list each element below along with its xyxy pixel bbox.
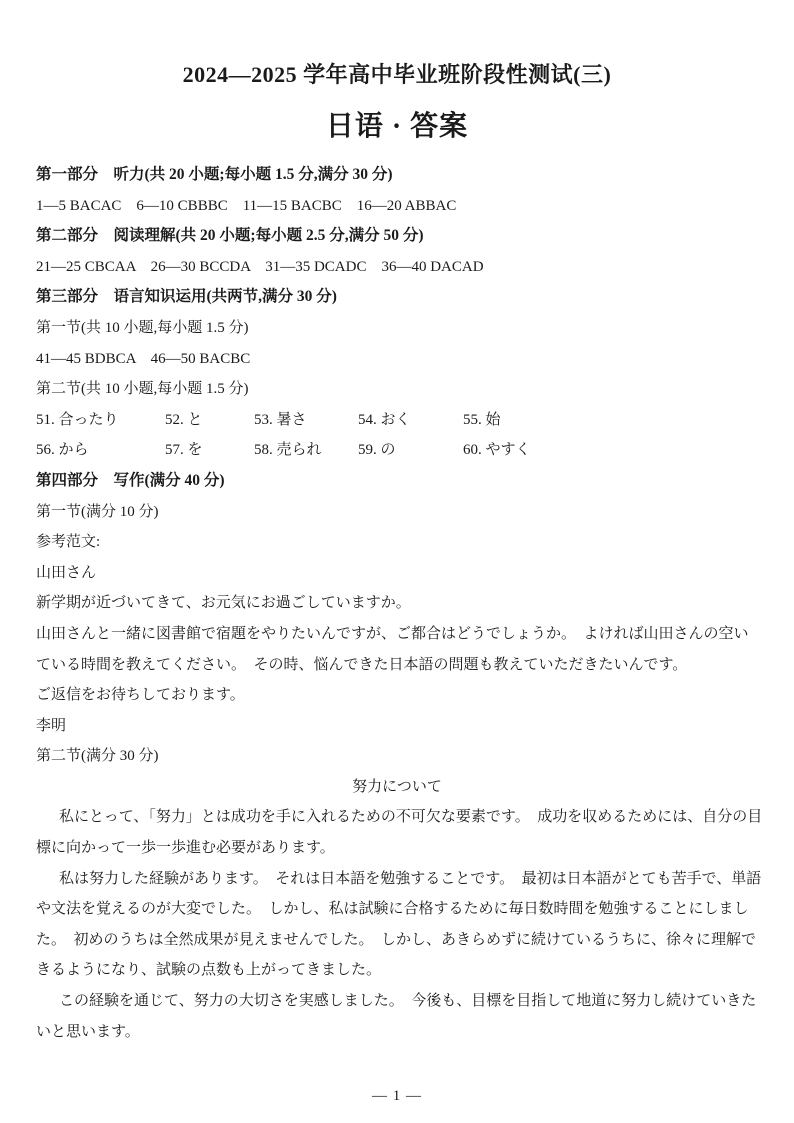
part4-heading: 第四部分 写作(满分 40 分) (36, 471, 225, 489)
sample-essay-label: 参考范文: (36, 534, 101, 551)
document-header (0, 0, 794, 144)
essay-line: 私は努力した経験があります。 それは日本語を勉強することです。 最初は日本語がとても苦手で、単語 (59, 870, 762, 887)
essay-line: 標に向かって一歩一歩進む必要があります。 (36, 840, 335, 857)
blank-answers-row-56-60 (36, 435, 758, 466)
subject-answers-heading: 日语 · 答案 (325, 111, 469, 142)
exam-title: 2024—2025 学年高中毕业班阶段性测试(三) (182, 62, 612, 87)
blank-answer-52: 52. と (165, 411, 203, 428)
part3-heading: 第三部分 语言知识运用(共两节,满分 30 分) (36, 288, 337, 306)
part1-heading: 第一部分 听力(共 20 小题;每小题 1.5 分,满分 30 分) (36, 166, 393, 183)
answer-key-body (36, 160, 763, 1047)
letter-line-signature: 李明 (36, 717, 67, 734)
part2-heading: 第二部分 阅读理解(共 20 小题;每小题 2.5 分,满分 50 分) (36, 227, 424, 245)
blank-answer-57: 57. を (165, 442, 203, 459)
letter-line-salutation: 山田さん (36, 564, 97, 581)
blank-answers-row-51-55 (36, 405, 758, 436)
blank-answer-53: 53. 暑さ (254, 411, 307, 428)
essay-title: 努力について (352, 778, 442, 795)
essay-line: きるようになり、試験の点数も上がってきました。 (36, 962, 382, 979)
blank-answer-55: 55. 始 (463, 411, 501, 428)
essay-line: いと思います。 (36, 1023, 140, 1040)
blank-answer-59: 59. の (358, 442, 396, 459)
blank-answer-60: 60. やすく (463, 442, 531, 459)
blank-answer-51: 51. 合ったり (36, 411, 119, 428)
part3-section1-answers: 41—45 BDBCA 46—50 BACBC (36, 350, 251, 367)
essay-line: た。 初めのうちは全然成果が見えませんでした。 しかし、あきらめずに続けているうちに、徐々に理解で (36, 931, 757, 948)
part3-section1-label: 第一节(共 10 小题,每小题 1.5 分) (36, 319, 249, 336)
blank-answer-54: 54. おく (358, 411, 411, 428)
part2-reading-answers: 21—25 CBCAA 26—30 BCCDA 31—35 DCADC 36—40 DACAD (36, 258, 484, 275)
letter-line-closing: ご返信をお待ちしております。 (36, 687, 245, 704)
essay-line: や文法を覚えるのが大変でした。 しかし、私は試験に合格するために毎日数時間を勉強することにしまし (36, 901, 749, 918)
part4-section2-label: 第二节(满分 30 分) (36, 748, 159, 765)
essay-line: この経験を通じて、努力の大切さを実感しました。 今後も、目標を目指して地道に努力し続けていきた (59, 993, 757, 1010)
essay-line: 私にとって、「努力」とは成功を手に入れるための不可欠な要素です。 成功を収めるためには、自分の目 (59, 809, 763, 826)
blank-answer-58: 58. 売られ (254, 442, 322, 459)
letter-line: 新学期が近づいてきて、お元気にお過ごしていますか。 (36, 595, 411, 612)
page-number: — 1 — (372, 1088, 422, 1104)
part3-section2-label: 第二节(共 10 小题,每小题 1.5 分) (36, 381, 249, 398)
letter-line: ている時間を教えてください。 その時、悩んできた日本語の問題も教えていただきたいんです。 (36, 656, 688, 673)
part4-section1-label: 第一节(满分 10 分) (36, 503, 159, 520)
letter-line: 山田さんと一緒に図書館で宿題をやりたいんですが、ご都合はどうでしょうか。 よければ山田さんの空い (36, 625, 749, 642)
blank-answer-56: 56. から (36, 442, 89, 459)
part1-listening-answers: 1—5 BACAC 6—10 CBBBC 11—15 BACBC 16—20 ABBAC (36, 197, 457, 214)
